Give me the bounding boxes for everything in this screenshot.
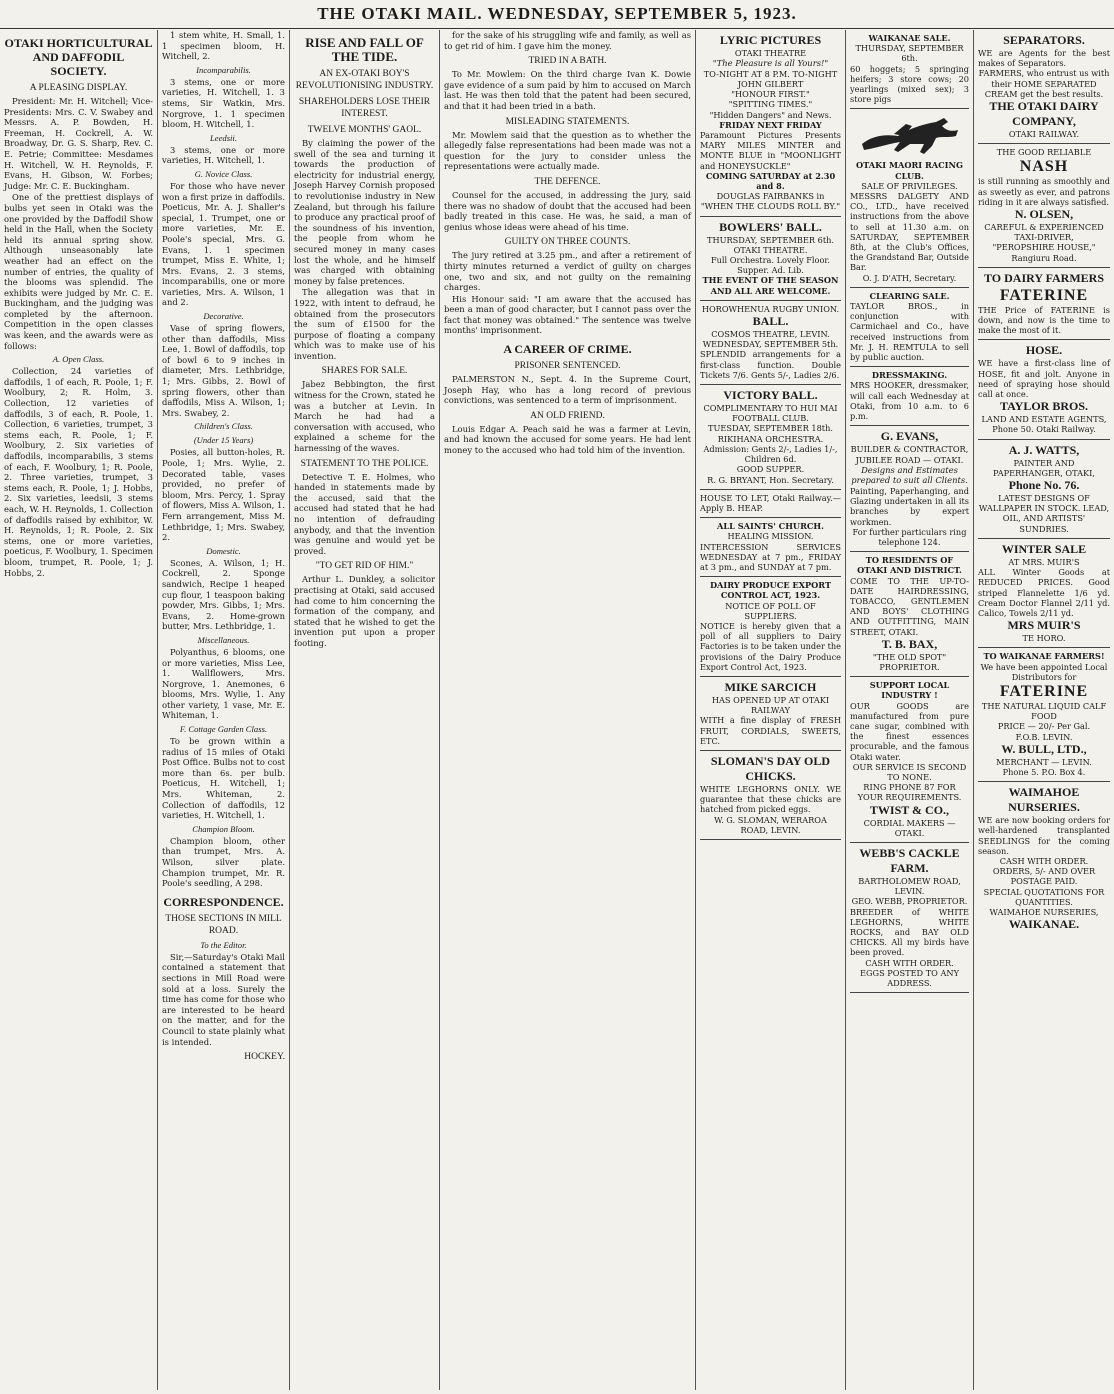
ad-title: TWIST & CO., (869, 802, 950, 817)
ad-line: OUR SERVICE IS SECOND TO NONE. (852, 761, 967, 782)
watts-painter-ad (978, 440, 1110, 539)
article-paragraph: His Honour said: "I am aware that the accused has been a man of good character, but I cannot pass over the fact that money was obtained." The sentence was twelve months' imprisonment. (444, 293, 691, 336)
ad-line: CASH WITH ORDER. (999, 855, 1089, 866)
ad-title: G. EVANS, (880, 429, 939, 444)
article-subtitle: PRISONER SENTENCED. (514, 361, 621, 372)
article-paragraph: 3 stems, one or more varieties, H. Witchell, 1. (162, 144, 285, 166)
ad-line: COMING SATURDAY at 2.30 and 8. (705, 170, 836, 192)
ad-title: TO WAIKANAE FARMERS! (983, 651, 1105, 662)
ad-body: Paramount Pictures Presents MARY MILES MINTER and MONTE BLUE in "MOONLIGHT and HONEYSUCKLE" (700, 130, 841, 171)
section-heading: THE DEFENCE. (534, 176, 601, 187)
ad-line: SPECIAL QUOTATIONS FOR QUANTITIES. (983, 886, 1105, 907)
section-heading: Incomparabilis. (196, 64, 251, 75)
ad-title: FATERINE (999, 286, 1089, 304)
separators-ad (978, 30, 1110, 144)
ad-title: THE OTAKI DAIRY COMPANY, (989, 99, 1099, 129)
nurseries-ad (978, 782, 1110, 936)
section-heading: F. Cottage Garden Class. (179, 724, 268, 735)
ad-line: "PEROPSHIRE HOUSE," Rangiuru Road. (992, 242, 1096, 263)
section-heading: TRIED IN A BATH. (528, 56, 607, 67)
ad-line: LATEST DESIGNS OF WALLPAPER IN STOCK. LEAD, OIL, AND ARTISTS' SUNDRIES. (978, 493, 1110, 534)
article-paragraph: Posies, all button-holes, R. Poole, 1; Mrs. Wylie, 2. Decorated table, vases provided, no prefer of bloom, Mrs. Percy, 1. Spray of flowers, Miss A. Wilson, 1. Fern arrangement, Miss M. Lethbridge, 1; Mrs. Swabey, 2. (162, 447, 285, 543)
ad-line: WEDNESDAY, SEPTEMBER 5th. (702, 339, 839, 350)
ad-title: HOSE. (1025, 343, 1063, 358)
ad-line: GOOD SUPPER. (736, 464, 805, 475)
sloman-chicks-ad (700, 751, 841, 840)
ad-title: T. B. BAX, (881, 636, 938, 651)
ad-title: MRS MUIR'S (1007, 618, 1081, 633)
ad-line: JOHN GILBERT (737, 79, 804, 89)
section-heading: Miscellaneous. (197, 634, 250, 645)
ad-line: CAREFUL & EXPERIENCED TAXI-DRIVER, (984, 222, 1104, 243)
ad-title: MIKE SARCICH (724, 679, 817, 694)
article-paragraph: 3 stems, one or more varieties, H. Witchell, 1. 3 stems, Sir Watkin, Mrs. Norgrove, 1. 1 specimen bloom, H. Witchell, 1. (162, 76, 285, 130)
section-heading: Domestic. (206, 545, 241, 556)
lyric-pictures-ad (700, 30, 841, 217)
column-5 (696, 30, 846, 1390)
victory-ball-ad (700, 385, 841, 490)
ad-line: We have been appointed Local Distributors for (980, 661, 1108, 682)
dairy-poll-notice (700, 577, 841, 677)
evans-builder-ad (850, 426, 969, 552)
ad-line: CORDIAL MAKERS — OTAKI. (863, 817, 956, 838)
article-paragraph: President: Mr. H. Witchell; Vice-Presidents: Mrs. C. V. Swabey and Messrs. A. P. Bowden, H. Freeman, H. Cockrell, A. W. Broadway, Dr. G. S. Sharp, Rev. C. E. Petrie; Committee: Mesdames H. Witchell, W. H. Reynolds, F. Evans, H. Gibson, W. Forbes; Judge: Mr. C. E. Buckingham. (4, 96, 153, 191)
section-heading: "TO GET RID OF HIM." (315, 561, 414, 572)
ad-line: COSMOS THEATRE, LEVIN. (711, 329, 830, 340)
article-paragraph: Louis Edgar A. Peach said he was a farmer at Levin, and had known the accused for some years. He had lent money to the accused who had told him of the invention. (444, 423, 691, 456)
column-1 (0, 30, 158, 1390)
article-paragraph: To Mr. Mowlem: On the third charge Ivan K. Dowie gave evidence of a sum paid by him to accused on March last. He was then told that the patent had been secured, and that it had been tried in a bath. (444, 69, 691, 111)
ad-line: HEALING MISSION. (727, 531, 814, 542)
ad-body: 60 hoggets; 5 springing heifers; 3 store cows; 20 yearlings (mixed sex); 3 store pigs (850, 63, 969, 105)
ad-line: WAIMAHOE NURSERIES, (989, 906, 1099, 917)
ad-body: MRS HOOKER, dressmaker, will call each Wednesday at Otaki, from 10 a.m. to 6 p.m. (850, 380, 969, 422)
ad-line: OTAKI THEATRE. (733, 244, 808, 255)
article-paragraph: To be grown within a radius of 15 miles of Otaki Post Office. Bulbs not to cost more than 6s. per bulb. Poeticus, H. Witchell, 1; Mrs. Whiteman, 2. Collection of daffodils, 12 varieties, H. Witchell, 1. (162, 736, 285, 821)
ad-line: TO-NIGHT AT 8 P.M. TO-NIGHT (703, 68, 838, 79)
article-subtitle: SHAREHOLDERS LOSE THEIR INTEREST. (298, 97, 431, 119)
racehorse-icon (854, 114, 966, 158)
ad-body: BREEDER of WHITE LEGHORNS, WHITE ROCKS, and BAY OLD CHICKS. All my birds have been proved. (850, 906, 969, 958)
clearing-sale-ad (850, 288, 969, 367)
ad-line: "HONOUR FIRST." (731, 89, 810, 100)
ad-title: SUPPORT LOCAL INDUSTRY ! (869, 680, 950, 701)
ad-line: MERCHANT — LEVIN. (996, 756, 1092, 767)
ad-line: AT MRS. MUIR'S (1008, 556, 1080, 567)
ad-line: THE NATURAL LIQUID CALF FOOD (981, 700, 1107, 722)
ad-title: WEBB'S CACKLE FARM. (859, 845, 960, 875)
article-paragraph: By claiming the power of the swell of the sea and turning it towards the production of electricity for industrial energy, Joseph Harvey Cornish proposed to revolutionise industry in New Zealand, but through his failure to produce any practical proof of the soundness of his invention, the people from whom he secured money in many cases lost the whole, and he himself was charged with obtaining money by false pretences. (294, 138, 435, 286)
article-paragraph: Detective T. E. Holmes, who handed in statements made by the accused, said that the accused had stated that he had no intention of defrauding anybody, and that the invention was genuine and would yet be proved. (294, 471, 435, 556)
ad-line: ORDERS, 5/- AND OVER POSTAGE PAID. (992, 866, 1096, 887)
article-paragraph: Vase of spring flowers, other than daffodils, Miss Lee, 1. Bowl of daffodils, top of bowl 6 to 9 inches in diameter, Mrs. Lethbridge, 1; Mrs. Gibbs, 2. Bowl of spring flowers, other than daffodils, Miss A. Wilson, 1; Mrs. Swabey, 2. (162, 323, 285, 418)
ad-body: INTERCESSION SERVICES WEDNESDAY at 7 pm., FRIDAY at 3 pm., and SUNDAY at 7 pm. (700, 541, 841, 572)
article-paragraph: One of the prettiest displays of bulbs yet seen in Otaki was the one provided by the Daffodil Show held in the Hall, when the Society held its annual spring show. Although unseasonably late weather had an effect on the number of entries, the quality of the blooms was splendid. The exhibits were judged by Mr. C. E. Buckingham, and the judging was completed by the afternoon. Competition in the open classes was keen, and the awards were as follows: (4, 192, 153, 351)
ad-line: BUILDER & CONTRACTOR, (850, 444, 969, 455)
ad-line: RIKIHANA ORCHESTRA. (717, 433, 824, 444)
waikanae-sale-ad (850, 30, 969, 109)
article-title: RISE AND FALL OF THE TIDE. (305, 35, 424, 64)
bowlers-ball-ad (700, 217, 841, 301)
column-3 (290, 30, 440, 1390)
ad-title: WAIMAHOE NURSERIES. (1008, 785, 1080, 815)
ad-line: Phone 50. Otaki Railway. (992, 424, 1096, 435)
ad-title: W. BULL, LTD., (1001, 741, 1087, 756)
ad-body: SPLENDID arrangements for a first-class function. Double Tickets 7/6. Gents 5/-, Ladies 2/6. (700, 349, 841, 380)
ad-body: MESSRS DALGETY AND CO., LTD., have received instructions from the above to sell at 11.30 a.m. on SATURDAY, SEPTEMBER 8th, at the Club's Offices, the Grandstand Bar, Outside Bar. (850, 191, 969, 273)
ad-line: COMPLIMENTARY TO HUI MAI FOOTBALL CLUB. (703, 403, 838, 424)
ad-body: WE are now booking orders for well-hardened transplanted SEEDLINGS for the coming season. (978, 815, 1110, 856)
ad-line: THE EVENT OF THE SEASON AND ALL ARE WELCOME. (702, 275, 839, 296)
ad-line: THURSDAY, SEPTEMBER 6th. (706, 234, 835, 245)
faterine-ad (978, 268, 1110, 341)
article-paragraph: Mr. Mowlem said that the question as to whether the allegedly false representations had been made was not a question for the jury to consider unless the representations were actually made. (444, 129, 691, 172)
ad-body: HOUSE TO LET, Otaki Railway.—Apply B. HEAP. (700, 492, 841, 513)
column-2 (158, 30, 290, 1390)
ad-title: N. OLSEN, (1014, 207, 1074, 222)
article-subtitle: AN EX-OTAKI BOY'S REVOLUTIONISING INDUSTRY. (295, 69, 434, 91)
section-heading: Champion Bloom. (192, 823, 255, 834)
section-heading: SHARES FOR SALE. (321, 366, 408, 377)
ad-line: F.O.B. LEVIN. (1015, 731, 1073, 742)
section-heading: STATEMENT TO THE POLICE. (300, 458, 429, 469)
correspondence-heading: CORRESPONDENCE. (163, 894, 284, 909)
calf-food-ad (978, 648, 1110, 782)
ad-line: THE GOOD RELIABLE (996, 147, 1092, 158)
article-paragraph: The jury retired at 3.25 pm., and after a retirement of thirty minutes returned a verdict of guilty on charges one, two and six, and not guilty on the remaining charges. (444, 250, 691, 293)
ad-line: THURSDAY, SEPTEMBER 6th. (855, 43, 964, 64)
ad-line: HAS OPENED UP AT OTAKI RAILWAY (711, 694, 830, 716)
article-paragraph: The allegation was that in 1922, with intent to defraud, he obtained from the prosecutors the sum of £1500 for the purpose of floating a company which was to make use of his invention. (294, 287, 435, 361)
article-paragraph: Collection, 24 varieties of daffodils, 1 of each, R. Poole, 1; F. Woolbury, 2; R. Holm, 3. Collection, 12 varieties of daffodils, 3 of each, R. Poole, 1. Collection, 6 varieties, trumpet, 3 stems each, R. Poole, 1; F. Woolbury, 2. Six varieties of daffodils, incomparabilis, 3 stems of each, F. Woolbury, 1; R. Poole, 2. Three varieties, trumpet, 3 stems each, R. Poole, 1; J. Hobbs, 2. Six varieties, leedsii, 3 stems each, W. H. Reynolds, 1. Collection of daffodils raised by exhibitor, W. H. Reynolds, 1; R. Poole, 2. Six stems, one or more varieties, poeticus, F. Woolbury, 1. Specimen bloom, trumpet, R. Poole, 1; J. Hobbs, 2. (4, 366, 153, 578)
letter-address: To the Editor. (200, 939, 247, 950)
webb-cackle-farm-ad (850, 843, 969, 993)
ad-line: EGGS POSTED TO ANY ADDRESS. (860, 967, 959, 989)
dressmaking-ad (850, 367, 969, 426)
article-paragraph: PALMERSTON N., Sept. 4. In the Supreme Court, Joseph Hay, who has a long record of previous convictions, was sentenced to a term of imprisonment. (444, 374, 691, 406)
ad-subtitle: OTAKI THEATRE (734, 48, 807, 58)
ad-line: JUBILEE ROAD — OTAKI. (855, 454, 964, 465)
ad-line: For further particulars ring telephone 124. (852, 526, 967, 547)
ad-line: CASH WITH ORDER. (865, 957, 954, 968)
ad-title: ALL SAINTS' CHURCH. (717, 521, 824, 532)
article-paragraph: 1 stem white, H. Small, 1. 1 specimen bloom, H. Witchell, 2. (162, 30, 285, 62)
article-paragraph: Jabez Bebbington, the first witness for the Crown, stated he was a butcher at Levin. In March he had had a conversation with accused, who explained a scheme for the harnessing of the waves. (294, 379, 435, 454)
ad-line: BARTHOLOMEW ROAD, LEVIN. (858, 875, 961, 897)
ad-body: Painting, Paperhanging, and Glazing undertaken in all its branches by expert workmen. (850, 485, 969, 527)
ad-title: SLOMAN'S DAY OLD CHICKS. (710, 753, 831, 783)
ad-title: TO DAIRY FARMERS (983, 270, 1105, 285)
article-title: OTAKI HORTICULTURAL AND DAFFODIL SOCIETY. (4, 36, 153, 78)
ad-line: PROPRIETOR. (879, 661, 940, 672)
house-to-let-ad (700, 490, 841, 518)
ad-line: PAINTER AND PAPERHANGER, OTAKI, (992, 457, 1095, 478)
ad-signature: W. G. SLOMAN, WERAROA ROAD, LEVIN. (714, 814, 827, 835)
ad-title: DRESSMAKING. (871, 370, 948, 381)
ad-body: WITH a fine display of FRESH FRUIT, CORDIALS, SWEETS, ETC. (700, 715, 841, 746)
column-4 (440, 30, 696, 1390)
article-subtitle: TWELVE MONTHS' GAOL. (307, 125, 422, 135)
ad-line: Phone No. 76. (1008, 478, 1080, 493)
article-paragraph: Champion bloom, other than trumpet, Mrs. A. Wilson, silver plate. Champion trumpet, Mr. R. Poole's seedling, A 298. (162, 835, 285, 889)
ad-body: NOTICE is hereby given that a poll of all suppliers to Dairy Factories is to be taken under the provisions of the Dairy Produce Export Control Act, 1923. (700, 620, 841, 672)
ad-line: Admission: Gents 2/-, Ladies 1/-, Children 6d. (703, 443, 838, 465)
article-paragraph: Polyanthus, 6 blooms, one or more varieties, Miss Lee, 1. Wallflowers, Mrs. Norgrove, 1. Anemones, 6 blooms, Mrs. Wylie, 1. Any other variety, 1 vase, Mr. E. Whiteman, 1. (162, 646, 285, 721)
ad-line: Full Orchestra. Lovely Floor. Supper. Ad. Lib. (710, 255, 831, 276)
ad-title: FATERINE (999, 682, 1089, 700)
article-paragraph: Scones, A. Wilson, 1; H. Cockrell, 2. Sponge sandwich, Recipe 1 heaped cup flour, 1 teaspoon baking powder, Mrs. Gibbs, 1; Mrs. Evans, 2. Home-grown butter, Mrs. Lethbridge, 1. (162, 557, 285, 632)
residents-ad (850, 552, 969, 677)
ad-title: CLEARING SALE. (869, 290, 950, 301)
hose-ad (978, 340, 1110, 439)
section-heading: MISLEADING STATEMENTS. (505, 116, 630, 127)
ad-line: "SPITTING TIMES." (728, 99, 813, 110)
ad-title: SEPARATORS. (1003, 33, 1085, 47)
article-paragraph: Arthur L. Dunkley, a solicitor practising at Otaki, said accused had come to him concerning the formation of the company, and stated that he wished to get the invention put upon a proper footing. (294, 574, 435, 648)
ad-body: COME TO THE UP-TO-DATE HAIRDRESSING, TOBACCO, GENTLEMEN AND BOYS' CLOTHING AND OUTFITTING, MAIN STREET, OTAKI. (850, 575, 969, 637)
ad-line: "WHEN THE CLOUDS ROLL BY." (700, 201, 841, 212)
article-subtitle: A PLEASING DISPLAY. (29, 83, 128, 93)
ad-title: WAIKANAE. (1008, 917, 1080, 932)
ad-body: WE are Agents for the best makes of Separators. (978, 48, 1110, 69)
article-paragraph: For those who have never won a first prize in daffodils. Poeticus, Mr. A. J. Shaller's special, 1. Trumpet, one or more varieties, Mr. E. Poole's special, Mrs. G. Evans, 1. 1 specimen trumpet, Miss E. White, 1; Mrs. Evans, 2. 3 stems, incomparabilis, one or more varieties, Mrs. A. Wilson, 1 and 2. (162, 180, 285, 308)
ad-title: LYRIC PICTURES (719, 33, 822, 47)
ad-slogan: "The Pleasure is all Yours!" (712, 58, 829, 69)
section-heading: GUILTY ON THREE COUNTS. (504, 237, 631, 248)
masthead: THE OTAKI MAIL. WEDNESDAY, SEPTEMBER 5, 1923. (0, 0, 1114, 29)
ad-line: Designs and Estimates prepared to suit all Clients. (851, 464, 968, 486)
ad-body: OUR GOODS are manufactured from pure cane sugar, combined with the finest essences procurable, and the famous Otaki water. (850, 700, 969, 762)
rugby-ball-ad (700, 301, 841, 385)
section-heading: G. Novice Class. (194, 168, 253, 179)
ad-title: TO RESIDENTS OF OTAKI AND DISTRICT. (857, 555, 962, 576)
ad-title: BALL. (752, 314, 789, 329)
ad-line: OTAKI RAILWAY. (1008, 129, 1080, 140)
section-heading: A. Open Class. (52, 354, 105, 365)
ad-title: WAIKANAE SALE. (868, 33, 951, 43)
ad-title: TAYLOR BROS. (999, 399, 1089, 414)
ad-title: A. J. WATTS, (1008, 442, 1080, 457)
ad-line: GEO. WEBB, PROPRIETOR. (851, 896, 968, 907)
church-notice (700, 518, 841, 577)
ad-line: "THE OLD SPOT" (872, 651, 947, 662)
section-heading: AN OLD FRIEND. (530, 410, 605, 421)
ad-line: FARMERS, who entrust us with their HOME SEPARATED CREAM get the best results. (978, 68, 1110, 99)
ad-line: NOTICE OF POLL OF SUPPLIERS. (725, 600, 816, 621)
column-6 (846, 30, 974, 1390)
ad-signature: O. J. D'ATH, Secretary. (862, 272, 957, 283)
ad-line: Phone 5. P.O. Box 4. (1002, 766, 1086, 777)
ad-line: SALE OF PRIVILEGES. (861, 180, 958, 191)
cordial-ad (850, 677, 969, 843)
sarcich-ad (700, 677, 841, 751)
ad-line: FRIDAY NEXT FRIDAY (719, 119, 822, 130)
letter-body: Sir,—Saturday's Otaki Mail contained a statement that sections in Mill Road were sold at a loss. Surely the time has come for those who are interested to be heard on the matter, and for the Council to state plainly what is intended. (162, 951, 285, 1047)
ad-line: HOROWHENUA RUGBY UNION. (701, 303, 840, 314)
ad-title: NASH (1019, 158, 1069, 176)
ad-line: "Hidden Dangers" and News. (709, 109, 832, 120)
ad-body: WHITE LEGHORNS ONLY. WE guarantee that these chicks are hatched from picked eggs. (700, 783, 841, 815)
letter-signature: HOCKEY. (244, 1052, 285, 1063)
section-heading: Decorative. (203, 311, 244, 322)
ad-body: is still running as smoothly and as sweetly as ever, and patrons riding in it are always satisfied. (978, 176, 1110, 207)
ad-body: ALL Winter Goods at REDUCED PRICES. Good striped Flannelette 1/6 yd. Cream Doctor Flannel 2/11 yd. Calico, Towels 2/11 yd. (978, 567, 1110, 618)
letter-title: THOSE SECTIONS IN MILL ROAD. (165, 913, 282, 936)
ad-line: DOUGLAS FAIRBANKS in (716, 191, 825, 202)
ad-body: WE have a first-class line of HOSE, fit and jolt. Anyone in need of spraying hose should call at once. (978, 358, 1110, 400)
ad-body: THE Price of FATERINE is down, and now is the time to make the most of it. (978, 304, 1110, 336)
article-paragraph: Counsel for the accused, in addressing the jury, said there was no shadow of doubt that the accused had been badly treated in this case. He was, he said, a man of genius whose ideas were ahead of his time. (444, 189, 691, 232)
ad-title: OTAKI MAORI RACING CLUB. (856, 160, 963, 181)
article-paragraph: for the sake of his struggling wife and family, as well as to get rid of him. I gave him the money. (444, 30, 691, 51)
ad-title: VICTORY BALL. (723, 388, 818, 403)
section-heading: Leedsii. (210, 132, 237, 143)
winter-sale-ad (978, 539, 1110, 648)
ad-line: R. G. BRYANT, Hon. Secretary. (707, 474, 834, 485)
ad-body: TAYLOR BROS., in conjunction with Carmichael and Co., have received instructions from Mr. J. H. REMTULA to sell by public auction. (850, 301, 969, 363)
ad-line: TE HORO. (1022, 633, 1066, 644)
nash-taxi-ad (978, 144, 1110, 268)
ad-title: DAIRY PRODUCE EXPORT CONTROL ACT, 1923. (709, 580, 832, 601)
racing-club-ad (850, 109, 969, 287)
ad-line: LAND AND ESTATE AGENTS, (981, 414, 1107, 425)
article-title: A CAREER OF CRIME. (503, 342, 632, 357)
section-heading: Children's Class. (194, 421, 253, 432)
column-7 (974, 30, 1114, 1390)
ad-title: WINTER SALE (1001, 541, 1087, 556)
ad-line: TUESDAY, SEPTEMBER 18th. (708, 423, 833, 434)
section-note: (Under 15 Years) (193, 435, 254, 446)
ad-title: BOWLERS' BALL. (719, 219, 822, 234)
ad-line: PRICE — 20/- Per Gal. (997, 721, 1091, 732)
ad-line: RING PHONE 87 FOR YOUR REQUIREMENTS. (857, 782, 962, 803)
